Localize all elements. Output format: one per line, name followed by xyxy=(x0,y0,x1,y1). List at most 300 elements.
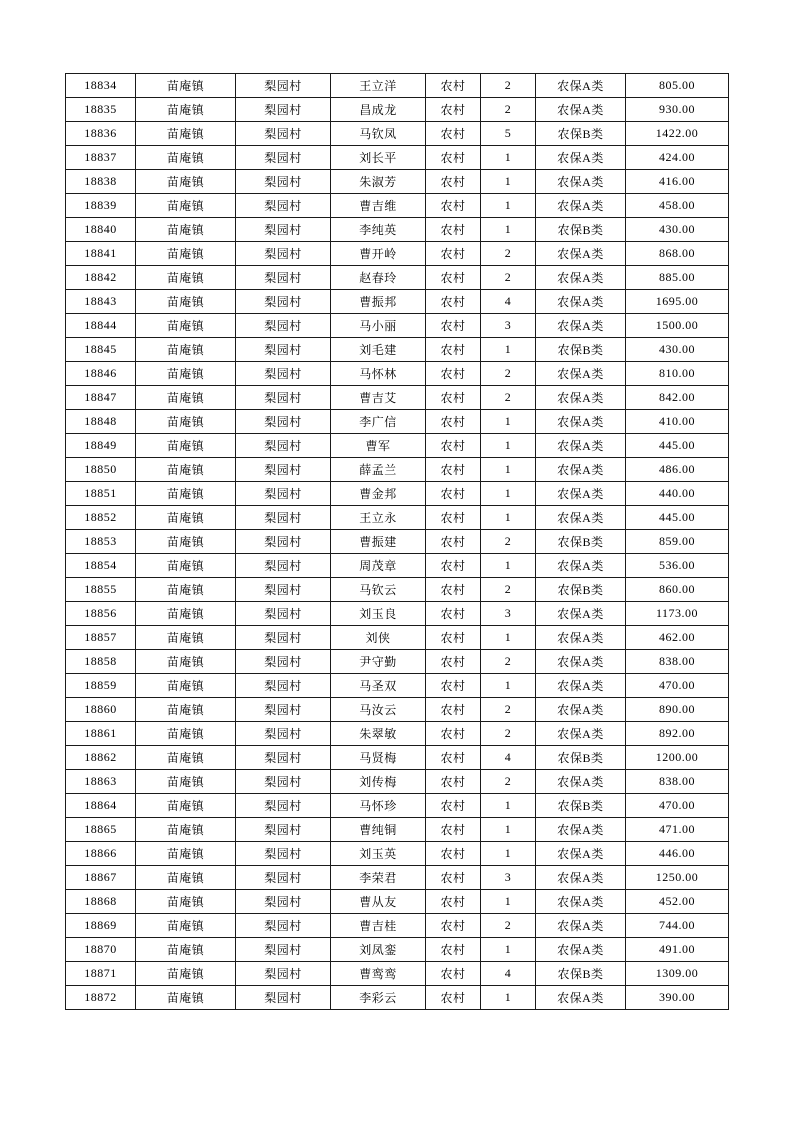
cell-type: 农村 xyxy=(426,386,481,410)
cell-village: 梨园村 xyxy=(236,386,331,410)
cell-town: 苗庵镇 xyxy=(136,794,236,818)
cell-count: 1 xyxy=(481,506,536,530)
cell-amount: 440.00 xyxy=(626,482,729,506)
cell-type: 农村 xyxy=(426,962,481,986)
table-row xyxy=(66,458,729,482)
cell-category: 农保A类 xyxy=(536,626,626,650)
table-row xyxy=(66,122,729,146)
cell-town: 苗庵镇 xyxy=(136,458,236,482)
table-row xyxy=(66,602,729,626)
cell-type: 农村 xyxy=(426,242,481,266)
cell-count: 3 xyxy=(481,866,536,890)
cell-name: 李荣君 xyxy=(331,866,426,890)
cell-amount: 838.00 xyxy=(626,650,729,674)
cell-village: 梨园村 xyxy=(236,914,331,938)
cell-town: 苗庵镇 xyxy=(136,818,236,842)
cell-town: 苗庵镇 xyxy=(136,314,236,338)
cell-amount: 1173.00 xyxy=(626,602,729,626)
cell-name: 王立洋 xyxy=(331,74,426,98)
cell-type: 农村 xyxy=(426,290,481,314)
cell-count: 2 xyxy=(481,914,536,938)
cell-id: 18854 xyxy=(66,554,136,578)
table-row xyxy=(66,914,729,938)
cell-type: 农村 xyxy=(426,482,481,506)
cell-category: 农保A类 xyxy=(536,554,626,578)
cell-count: 1 xyxy=(481,554,536,578)
cell-id: 18863 xyxy=(66,770,136,794)
cell-town: 苗庵镇 xyxy=(136,74,236,98)
cell-id: 18838 xyxy=(66,170,136,194)
cell-town: 苗庵镇 xyxy=(136,770,236,794)
cell-count: 1 xyxy=(481,986,536,1010)
cell-count: 2 xyxy=(481,650,536,674)
cell-category: 农保A类 xyxy=(536,866,626,890)
cell-count: 1 xyxy=(481,890,536,914)
cell-id: 18839 xyxy=(66,194,136,218)
cell-type: 农村 xyxy=(426,746,481,770)
cell-type: 农村 xyxy=(426,98,481,122)
cell-id: 18864 xyxy=(66,794,136,818)
table-row xyxy=(66,314,729,338)
cell-category: 农保A类 xyxy=(536,770,626,794)
cell-amount: 424.00 xyxy=(626,146,729,170)
cell-count: 1 xyxy=(481,410,536,434)
cell-village: 梨园村 xyxy=(236,482,331,506)
cell-type: 农村 xyxy=(426,194,481,218)
cell-type: 农村 xyxy=(426,698,481,722)
cell-category: 农保A类 xyxy=(536,170,626,194)
cell-count: 1 xyxy=(481,170,536,194)
cell-count: 1 xyxy=(481,194,536,218)
table-row xyxy=(66,794,729,818)
cell-town: 苗庵镇 xyxy=(136,914,236,938)
cell-town: 苗庵镇 xyxy=(136,842,236,866)
cell-category: 农保A类 xyxy=(536,938,626,962)
cell-name: 曹振建 xyxy=(331,530,426,554)
cell-id: 18867 xyxy=(66,866,136,890)
cell-amount: 1500.00 xyxy=(626,314,729,338)
cell-type: 农村 xyxy=(426,794,481,818)
cell-type: 农村 xyxy=(426,218,481,242)
cell-amount: 390.00 xyxy=(626,986,729,1010)
cell-amount: 892.00 xyxy=(626,722,729,746)
cell-amount: 805.00 xyxy=(626,74,729,98)
cell-amount: 1309.00 xyxy=(626,962,729,986)
cell-amount: 536.00 xyxy=(626,554,729,578)
table-row xyxy=(66,434,729,458)
cell-name: 马圣双 xyxy=(331,674,426,698)
cell-count: 3 xyxy=(481,602,536,626)
cell-village: 梨园村 xyxy=(236,602,331,626)
cell-name: 曹吉艾 xyxy=(331,386,426,410)
cell-type: 农村 xyxy=(426,74,481,98)
table-row xyxy=(66,242,729,266)
cell-id: 18871 xyxy=(66,962,136,986)
cell-amount: 810.00 xyxy=(626,362,729,386)
cell-amount: 842.00 xyxy=(626,386,729,410)
cell-category: 农保A类 xyxy=(536,266,626,290)
cell-count: 1 xyxy=(481,818,536,842)
cell-id: 18869 xyxy=(66,914,136,938)
cell-village: 梨园村 xyxy=(236,578,331,602)
cell-name: 刘玉良 xyxy=(331,602,426,626)
cell-id: 18848 xyxy=(66,410,136,434)
cell-id: 18866 xyxy=(66,842,136,866)
cell-name: 李广信 xyxy=(331,410,426,434)
cell-count: 2 xyxy=(481,698,536,722)
cell-village: 梨园村 xyxy=(236,98,331,122)
cell-town: 苗庵镇 xyxy=(136,602,236,626)
cell-name: 曹从友 xyxy=(331,890,426,914)
cell-name: 赵春玲 xyxy=(331,266,426,290)
table-row xyxy=(66,74,729,98)
cell-town: 苗庵镇 xyxy=(136,554,236,578)
cell-amount: 462.00 xyxy=(626,626,729,650)
cell-village: 梨园村 xyxy=(236,506,331,530)
cell-count: 1 xyxy=(481,674,536,698)
cell-type: 农村 xyxy=(426,938,481,962)
cell-amount: 838.00 xyxy=(626,770,729,794)
table-row xyxy=(66,338,729,362)
cell-village: 梨园村 xyxy=(236,458,331,482)
cell-village: 梨园村 xyxy=(236,626,331,650)
cell-name: 朱淑芳 xyxy=(331,170,426,194)
cell-town: 苗庵镇 xyxy=(136,626,236,650)
cell-name: 马怀林 xyxy=(331,362,426,386)
cell-type: 农村 xyxy=(426,170,481,194)
table-row xyxy=(66,362,729,386)
cell-type: 农村 xyxy=(426,554,481,578)
cell-id: 18844 xyxy=(66,314,136,338)
cell-amount: 1250.00 xyxy=(626,866,729,890)
cell-id: 18849 xyxy=(66,434,136,458)
cell-amount: 410.00 xyxy=(626,410,729,434)
cell-category: 农保A类 xyxy=(536,722,626,746)
cell-category: 农保A类 xyxy=(536,314,626,338)
cell-name: 尹守勤 xyxy=(331,650,426,674)
cell-name: 马汝云 xyxy=(331,698,426,722)
cell-type: 农村 xyxy=(426,338,481,362)
cell-town: 苗庵镇 xyxy=(136,722,236,746)
table-row xyxy=(66,554,729,578)
table-row xyxy=(66,770,729,794)
cell-name: 曹吉维 xyxy=(331,194,426,218)
cell-amount: 458.00 xyxy=(626,194,729,218)
cell-amount: 446.00 xyxy=(626,842,729,866)
cell-village: 梨园村 xyxy=(236,170,331,194)
cell-village: 梨园村 xyxy=(236,410,331,434)
cell-name: 马钦云 xyxy=(331,578,426,602)
table-row xyxy=(66,482,729,506)
cell-id: 18853 xyxy=(66,530,136,554)
cell-category: 农保B类 xyxy=(536,122,626,146)
table-row xyxy=(66,506,729,530)
cell-id: 18850 xyxy=(66,458,136,482)
cell-type: 农村 xyxy=(426,602,481,626)
cell-count: 1 xyxy=(481,338,536,362)
cell-village: 梨园村 xyxy=(236,122,331,146)
table-row xyxy=(66,986,729,1010)
table-row xyxy=(66,938,729,962)
table-row xyxy=(66,218,729,242)
cell-type: 农村 xyxy=(426,122,481,146)
cell-town: 苗庵镇 xyxy=(136,866,236,890)
cell-town: 苗庵镇 xyxy=(136,434,236,458)
cell-village: 梨园村 xyxy=(236,290,331,314)
cell-town: 苗庵镇 xyxy=(136,194,236,218)
table-row xyxy=(66,698,729,722)
cell-name: 昌成龙 xyxy=(331,98,426,122)
cell-amount: 885.00 xyxy=(626,266,729,290)
cell-village: 梨园村 xyxy=(236,314,331,338)
cell-category: 农保B类 xyxy=(536,794,626,818)
cell-count: 2 xyxy=(481,242,536,266)
cell-count: 4 xyxy=(481,962,536,986)
cell-village: 梨园村 xyxy=(236,746,331,770)
cell-type: 农村 xyxy=(426,362,481,386)
cell-category: 农保A类 xyxy=(536,650,626,674)
cell-category: 农保A类 xyxy=(536,362,626,386)
cell-village: 梨园村 xyxy=(236,530,331,554)
cell-category: 农保A类 xyxy=(536,482,626,506)
table-row xyxy=(66,386,729,410)
cell-village: 梨园村 xyxy=(236,194,331,218)
cell-amount: 486.00 xyxy=(626,458,729,482)
cell-village: 梨园村 xyxy=(236,362,331,386)
cell-type: 农村 xyxy=(426,890,481,914)
cell-type: 农村 xyxy=(426,530,481,554)
cell-name: 周茂章 xyxy=(331,554,426,578)
table-row xyxy=(66,818,729,842)
cell-name: 刘侠 xyxy=(331,626,426,650)
cell-town: 苗庵镇 xyxy=(136,362,236,386)
cell-category: 农保B类 xyxy=(536,218,626,242)
cell-id: 18855 xyxy=(66,578,136,602)
cell-type: 农村 xyxy=(426,674,481,698)
cell-name: 马贤梅 xyxy=(331,746,426,770)
cell-category: 农保A类 xyxy=(536,242,626,266)
cell-village: 梨园村 xyxy=(236,146,331,170)
cell-count: 3 xyxy=(481,314,536,338)
cell-category: 农保B类 xyxy=(536,746,626,770)
cell-count: 1 xyxy=(481,626,536,650)
cell-category: 农保A类 xyxy=(536,698,626,722)
cell-name: 曹振邦 xyxy=(331,290,426,314)
cell-category: 农保B类 xyxy=(536,338,626,362)
cell-id: 18852 xyxy=(66,506,136,530)
cell-type: 农村 xyxy=(426,410,481,434)
cell-count: 1 xyxy=(481,842,536,866)
cell-village: 梨园村 xyxy=(236,242,331,266)
cell-town: 苗庵镇 xyxy=(136,122,236,146)
cell-name: 刘玉英 xyxy=(331,842,426,866)
cell-town: 苗庵镇 xyxy=(136,338,236,362)
cell-village: 梨园村 xyxy=(236,698,331,722)
cell-name: 王立永 xyxy=(331,506,426,530)
cell-count: 1 xyxy=(481,482,536,506)
cell-village: 梨园村 xyxy=(236,434,331,458)
cell-category: 农保A类 xyxy=(536,290,626,314)
cell-town: 苗庵镇 xyxy=(136,986,236,1010)
cell-village: 梨园村 xyxy=(236,266,331,290)
cell-category: 农保A类 xyxy=(536,74,626,98)
cell-amount: 868.00 xyxy=(626,242,729,266)
cell-amount: 430.00 xyxy=(626,218,729,242)
table-row xyxy=(66,722,729,746)
cell-village: 梨园村 xyxy=(236,218,331,242)
table-body xyxy=(66,74,729,1010)
cell-count: 2 xyxy=(481,362,536,386)
table-row xyxy=(66,866,729,890)
table-row xyxy=(66,410,729,434)
cell-id: 18856 xyxy=(66,602,136,626)
table-row xyxy=(66,842,729,866)
cell-category: 农保A类 xyxy=(536,842,626,866)
cell-type: 农村 xyxy=(426,914,481,938)
cell-amount: 1200.00 xyxy=(626,746,729,770)
cell-village: 梨园村 xyxy=(236,650,331,674)
cell-category: 农保A类 xyxy=(536,458,626,482)
cell-name: 曹军 xyxy=(331,434,426,458)
cell-count: 1 xyxy=(481,938,536,962)
cell-town: 苗庵镇 xyxy=(136,650,236,674)
cell-village: 梨园村 xyxy=(236,770,331,794)
cell-amount: 445.00 xyxy=(626,434,729,458)
cell-amount: 416.00 xyxy=(626,170,729,194)
cell-name: 刘毛建 xyxy=(331,338,426,362)
cell-name: 曹吉桂 xyxy=(331,914,426,938)
cell-type: 农村 xyxy=(426,986,481,1010)
cell-village: 梨园村 xyxy=(236,674,331,698)
cell-id: 18862 xyxy=(66,746,136,770)
cell-town: 苗庵镇 xyxy=(136,890,236,914)
cell-id: 18865 xyxy=(66,818,136,842)
cell-village: 梨园村 xyxy=(236,866,331,890)
cell-name: 曹开岭 xyxy=(331,242,426,266)
cell-id: 18857 xyxy=(66,626,136,650)
cell-amount: 859.00 xyxy=(626,530,729,554)
table-row xyxy=(66,194,729,218)
cell-id: 18837 xyxy=(66,146,136,170)
cell-category: 农保A类 xyxy=(536,818,626,842)
cell-village: 梨园村 xyxy=(236,338,331,362)
cell-id: 18841 xyxy=(66,242,136,266)
cell-amount: 860.00 xyxy=(626,578,729,602)
cell-count: 4 xyxy=(481,746,536,770)
cell-village: 梨园村 xyxy=(236,818,331,842)
cell-id: 18842 xyxy=(66,266,136,290)
cell-name: 马钦凤 xyxy=(331,122,426,146)
cell-id: 18851 xyxy=(66,482,136,506)
cell-name: 李纯英 xyxy=(331,218,426,242)
subsidy-table xyxy=(65,73,729,1010)
cell-town: 苗庵镇 xyxy=(136,410,236,434)
cell-category: 农保A类 xyxy=(536,98,626,122)
cell-category: 农保A类 xyxy=(536,674,626,698)
cell-type: 农村 xyxy=(426,314,481,338)
cell-count: 2 xyxy=(481,266,536,290)
cell-id: 18843 xyxy=(66,290,136,314)
cell-category: 农保A类 xyxy=(536,434,626,458)
table-row xyxy=(66,530,729,554)
cell-name: 朱翠敏 xyxy=(331,722,426,746)
cell-count: 1 xyxy=(481,458,536,482)
cell-town: 苗庵镇 xyxy=(136,146,236,170)
cell-town: 苗庵镇 xyxy=(136,578,236,602)
cell-id: 18861 xyxy=(66,722,136,746)
cell-village: 梨园村 xyxy=(236,986,331,1010)
cell-type: 农村 xyxy=(426,770,481,794)
cell-name: 曹金邦 xyxy=(331,482,426,506)
cell-type: 农村 xyxy=(426,842,481,866)
cell-town: 苗庵镇 xyxy=(136,242,236,266)
cell-amount: 930.00 xyxy=(626,98,729,122)
table-row xyxy=(66,290,729,314)
cell-category: 农保B类 xyxy=(536,578,626,602)
cell-type: 农村 xyxy=(426,506,481,530)
cell-name: 曹纯铜 xyxy=(331,818,426,842)
cell-id: 18858 xyxy=(66,650,136,674)
cell-id: 18860 xyxy=(66,698,136,722)
cell-amount: 470.00 xyxy=(626,674,729,698)
table-row xyxy=(66,266,729,290)
cell-village: 梨园村 xyxy=(236,722,331,746)
cell-amount: 452.00 xyxy=(626,890,729,914)
cell-village: 梨园村 xyxy=(236,794,331,818)
cell-town: 苗庵镇 xyxy=(136,938,236,962)
cell-amount: 744.00 xyxy=(626,914,729,938)
cell-town: 苗庵镇 xyxy=(136,482,236,506)
table-row xyxy=(66,98,729,122)
cell-type: 农村 xyxy=(426,458,481,482)
cell-town: 苗庵镇 xyxy=(136,98,236,122)
cell-category: 农保A类 xyxy=(536,914,626,938)
cell-category: 农保A类 xyxy=(536,194,626,218)
cell-town: 苗庵镇 xyxy=(136,218,236,242)
table-row xyxy=(66,170,729,194)
cell-category: 农保A类 xyxy=(536,410,626,434)
cell-category: 农保A类 xyxy=(536,146,626,170)
cell-id: 18846 xyxy=(66,362,136,386)
cell-amount: 491.00 xyxy=(626,938,729,962)
cell-village: 梨园村 xyxy=(236,554,331,578)
cell-type: 农村 xyxy=(426,626,481,650)
cell-town: 苗庵镇 xyxy=(136,962,236,986)
cell-village: 梨园村 xyxy=(236,962,331,986)
cell-town: 苗庵镇 xyxy=(136,674,236,698)
table-row xyxy=(66,650,729,674)
cell-type: 农村 xyxy=(426,266,481,290)
cell-count: 2 xyxy=(481,386,536,410)
cell-type: 农村 xyxy=(426,578,481,602)
table-row xyxy=(66,626,729,650)
cell-amount: 470.00 xyxy=(626,794,729,818)
cell-count: 1 xyxy=(481,434,536,458)
cell-id: 18868 xyxy=(66,890,136,914)
cell-town: 苗庵镇 xyxy=(136,530,236,554)
cell-count: 2 xyxy=(481,722,536,746)
cell-category: 农保A类 xyxy=(536,386,626,410)
cell-type: 农村 xyxy=(426,650,481,674)
cell-name: 刘长平 xyxy=(331,146,426,170)
cell-category: 农保A类 xyxy=(536,506,626,530)
cell-town: 苗庵镇 xyxy=(136,506,236,530)
cell-name: 马怀珍 xyxy=(331,794,426,818)
cell-amount: 445.00 xyxy=(626,506,729,530)
cell-id: 18834 xyxy=(66,74,136,98)
cell-type: 农村 xyxy=(426,866,481,890)
cell-count: 1 xyxy=(481,146,536,170)
